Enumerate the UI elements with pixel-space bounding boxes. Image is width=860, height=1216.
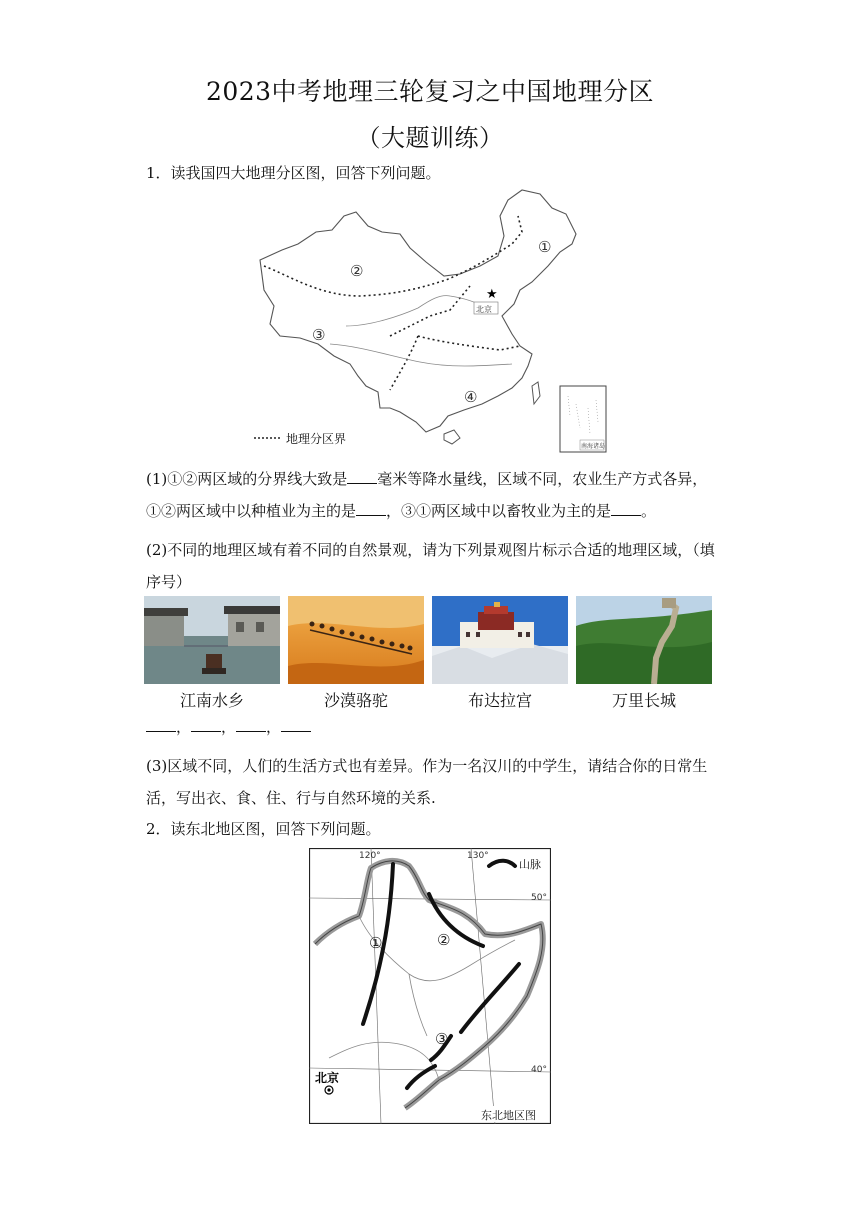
taiwan-island bbox=[532, 382, 540, 404]
ne-capital-label: 北京 bbox=[315, 1071, 340, 1085]
caption-desert: 沙漠骆驼 bbox=[323, 691, 388, 710]
region-label-3: ③ bbox=[312, 326, 326, 344]
region-label-4: ④ bbox=[464, 388, 478, 406]
inset-label: 南海诸岛 bbox=[581, 443, 606, 450]
china-map-capital-label: 北京 bbox=[476, 305, 492, 314]
photo-great-wall bbox=[576, 596, 712, 684]
boundary-north-northwest bbox=[264, 216, 522, 296]
answer-blank[interactable] bbox=[347, 469, 377, 484]
q1-sub2-answer-blanks: ， ， ， bbox=[146, 716, 311, 738]
caption-jiangnan: 江南水乡 bbox=[179, 691, 244, 710]
page-subtitle: （大题训练） bbox=[356, 124, 504, 152]
photo-desert-camels bbox=[288, 596, 424, 684]
photo-jiangnan-water-town bbox=[144, 596, 280, 684]
answer-blank[interactable] bbox=[191, 717, 221, 732]
ne-label-1: ① bbox=[369, 934, 383, 952]
caption-great-wall: 万里长城 bbox=[611, 691, 676, 710]
question-2-stem: 2．读东北地区图，回答下列问题。 bbox=[146, 820, 381, 838]
hainan-island bbox=[444, 430, 460, 444]
caption-potala: 布达拉宫 bbox=[467, 691, 532, 710]
ne-label-2: ② bbox=[437, 931, 451, 949]
lat-50-label: 50° bbox=[531, 893, 547, 903]
lat-40-label: 40° bbox=[531, 1065, 547, 1075]
region-label-1: ① bbox=[538, 238, 552, 256]
china-outline bbox=[260, 190, 576, 432]
lon-120-label: 120° bbox=[359, 851, 381, 861]
answer-blank[interactable] bbox=[611, 501, 641, 516]
answer-blank[interactable] bbox=[146, 717, 176, 732]
answer-blank[interactable] bbox=[281, 717, 311, 732]
beijing-star-icon: ★ bbox=[486, 287, 498, 302]
answer-blank[interactable] bbox=[236, 717, 266, 732]
photo-potala-palace bbox=[432, 596, 568, 684]
northeast-map bbox=[309, 848, 551, 1124]
lon-130-label: 130° bbox=[467, 851, 489, 861]
boundary-qinghai-tibet bbox=[390, 286, 470, 336]
boundary-southwest bbox=[390, 336, 418, 390]
ne-legend-label: 山脉 bbox=[519, 858, 541, 871]
q1-sub1-line1: (1)①②两区域的分界线大致是 毫米等降水量线，区域不同，农业生产方式各异， bbox=[146, 470, 708, 488]
map-legend-label: 地理分区界 bbox=[286, 432, 347, 446]
ne-map-title: 东北地区图 bbox=[481, 1109, 536, 1122]
china-regions-map bbox=[250, 186, 620, 454]
ne-label-3: ③ bbox=[435, 1030, 449, 1048]
q1-sub2-text: (2)不同的地理区域有着不同的自然景观，请为下列景观图片标示合适的地理区域，（填序号） bbox=[146, 541, 715, 591]
q1-sub3-text: (3)区域不同，人们的生活方式也有差异。作为一名汉川的中学生，请结合你的日常生活，写出衣、食、住、行与自然环境的关系. bbox=[146, 757, 708, 807]
boundary-qinling-huaihe bbox=[418, 336, 520, 350]
question-1-stem: 1．读我国四大地理分区图，回答下列问题。 bbox=[146, 164, 441, 182]
q1-sub1-line2: ①②两区域中以种植业为主的是 ，③①两区域中以畜牧业为主的是 。 bbox=[146, 502, 657, 520]
yellow-river bbox=[346, 296, 486, 326]
yangtze-river bbox=[330, 344, 512, 366]
region-label-2: ② bbox=[350, 262, 364, 280]
answer-blank[interactable] bbox=[356, 501, 386, 516]
page-title: 2023中考地理三轮复习之中国地理分区 bbox=[205, 77, 655, 106]
